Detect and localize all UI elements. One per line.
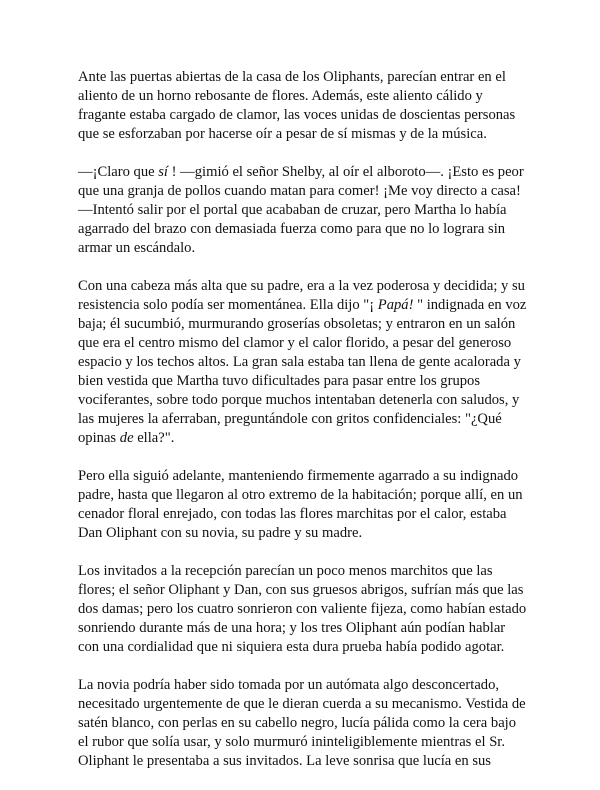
text-run: ella?". [133, 430, 175, 446]
text-run: Pero ella siguió adelante, manteniendo firmemente agarrado a su indignado padre, hasta que llegaron al otro extremo de la habitación; porque allí, en un cenador floral enrejado, con todas las flores marchitas por el calor, estaba Dan Oliphant con su novia, su padre y su madre. [78, 468, 523, 541]
text-run: ! —gimió el señor Shelby, al oír el alboroto—. ¡Esto es peor que una granja de pollos cuando matan para comer! ¡Me voy directo a casa! —Intentó salir por el portal que acababan de cruzar, pero Martha lo había agarrado del brazo con demasiada fuerza como para que no lo lograra sin armar un escándalo. [78, 164, 524, 256]
paragraph [78, 277, 528, 448]
document-page [78, 68, 528, 790]
text-run: La novia podría haber sido tomada por un autómata algo desconcertado, necesitado urgentemente de que le dieran cuerda a su mecanismo. Vestida de satén blanco, con perlas en su cabello negro, lucía pálida como la cera bajo el rubor que solía usar, y solo murmuró ininteligiblemente mientras el Sr. Oliphant le presentaba a sus invitados. La leve sonrisa que lucía en sus [78, 677, 526, 769]
paragraph [78, 676, 528, 771]
text-run: —¡Claro que [78, 164, 159, 180]
paragraph [78, 562, 528, 657]
italic-text-run: Papá! [377, 297, 414, 313]
italic-text-run: sí [158, 164, 168, 180]
text-run: Ante las puertas abiertas de la casa de los Oliphants, parecían entrar en el aliento de un horno rebosante de flores. Además, este aliento cálido y fragante estaba cargado de clamor, las voces unidas de doscientas personas que se esforzaban por hacerse oír a pesar de sí mismas y de la música. [78, 69, 516, 142]
text-run: " indignada en voz baja; él sucumbió, murmurando groserías obsoletas; y entraron en un salón que era el centro mismo del clamor y el calor florido, a pesar del generoso espacio y los techos altos. La gran sala estaba tan llena de gente acalorada y bien vestida que Martha tuvo dificultades para pasar entre los grupos vociferantes, sobre todo porque muchos intentaban detenerla con saludos, y las mujeres la aferraban, preguntándole con gritos confidenciales: "¿Qué opinas [78, 297, 527, 446]
text-run: Con una cabeza más alta que su padre, era a la vez poderosa y decidida; y su resistencia solo podía ser momentánea. Ella dijo "¡ [78, 278, 525, 313]
paragraph [78, 163, 528, 258]
paragraph [78, 68, 528, 144]
paragraph [78, 467, 528, 543]
text-run: Los invitados a la recepción parecían un poco menos marchitos que las flores; el señor Oliphant y Dan, con sus gruesos abrigos, sufrían más que las dos damas; pero los cuatro sonrieron con valiente fijeza, como habían estado sonriendo durante más de una hora; y los tres Oliphant aún podían hablar con una cordialidad que ni siquiera esta dura prueba había podido agotar. [78, 563, 527, 655]
italic-text-run: de [119, 430, 134, 446]
